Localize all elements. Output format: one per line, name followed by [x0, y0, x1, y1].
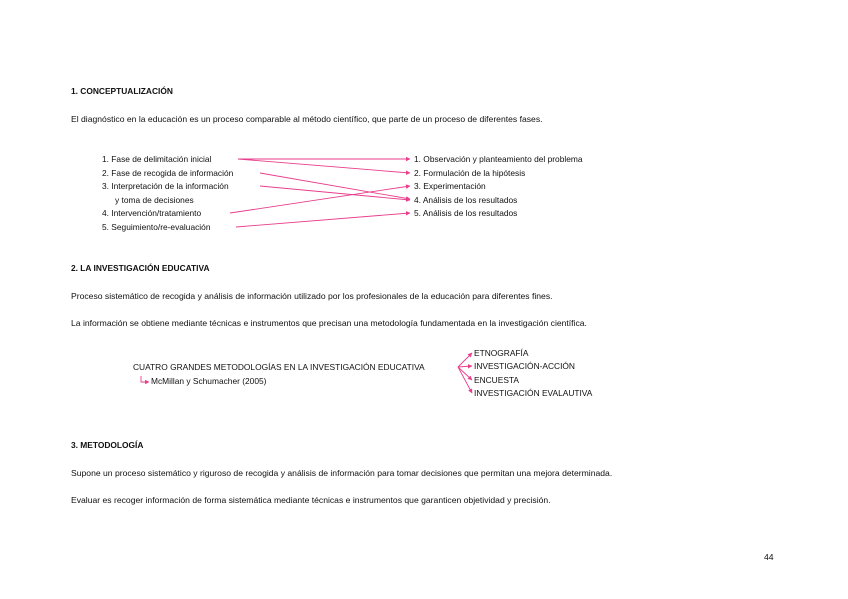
section-1-paragraph: El diagnóstico en la educación es un proceso comparable al método científico, que parte de un proceso de diferentes fases. — [71, 114, 543, 124]
methodology-item-1: ETNOGRAFÍA — [474, 348, 529, 358]
phase-left-5: 5. Seguimiento/re-evaluación — [102, 222, 211, 232]
section-2-paragraph-1: Proceso sistemático de recogida y análisis de información utilizado por los profesionales de la educación para diferentes fines. — [71, 291, 553, 301]
section-3-paragraph-1: Supone un proceso sistemático y riguroso de recogida y análisis de información para tomar decisiones que permitan una mejora determinada. — [71, 468, 613, 478]
section-1-heading: 1. CONCEPTUALIZACIÓN — [71, 86, 173, 96]
arrow-meth-2 — [458, 366, 472, 367]
section-3-heading: 3. METODOLOGÍA — [71, 440, 144, 450]
arrow-phase-5 — [236, 213, 410, 227]
phase-left-3-cont: y toma de decisiones — [115, 195, 194, 205]
phase-right-5: 5. Análisis de los resultados — [414, 208, 518, 218]
methodology-item-3: ENCUESTA — [474, 375, 519, 385]
arrow-meth-4 — [458, 367, 472, 393]
section-3-paragraph-2: Evaluar es recoger información de forma sistemática mediante técnicas e instrumentos que garanticen objetividad y precisión. — [71, 495, 551, 505]
arrow-phase-1b — [238, 159, 410, 173]
phase-right-4: 4. Análisis de los resultados — [414, 195, 518, 205]
methodologies-reference: McMillan y Schumacher (2005) — [151, 376, 267, 386]
phase-right-2: 2. Formulación de la hipótesis — [414, 168, 526, 178]
phase-right-1: 1. Observación y planteamiento del problema — [414, 154, 583, 164]
phase-left-4: 4. Intervención/tratamiento — [102, 208, 202, 218]
arrow-phase-4 — [230, 186, 410, 213]
phase-right-3: 3. Experimentación — [414, 181, 486, 191]
phase-left-3: 3. Interpretación de la información — [102, 181, 229, 191]
section-2-paragraph-2: La información se obtiene mediante técnicas e instrumentos que precisan una metodología fundamentada en la investigación científica. — [71, 318, 587, 328]
arrow-meth-1 — [458, 353, 472, 367]
methodology-item-4: INVESTIGACIÓN EVALAUTIVA — [474, 388, 593, 398]
methodology-item-2: INVESTIGACIÓN-ACCIÓN — [474, 361, 575, 371]
phase-left-2: 2. Fase de recogida de información — [102, 168, 234, 178]
arrow-reference — [141, 376, 149, 382]
section-2-heading: 2. LA INVESTIGACIÓN EDUCATIVA — [71, 263, 210, 273]
arrow-phase-2 — [260, 173, 410, 199]
arrow-meth-3 — [458, 367, 472, 380]
methodologies-title: CUATRO GRANDES METODOLOGÍAS EN LA INVESTIGACIÓN EDUCATIVA — [133, 362, 425, 372]
page-number: 44 — [764, 552, 774, 562]
phase-left-1: 1. Fase de delimitación inicial — [102, 154, 212, 164]
arrow-phase-3 — [260, 186, 410, 200]
